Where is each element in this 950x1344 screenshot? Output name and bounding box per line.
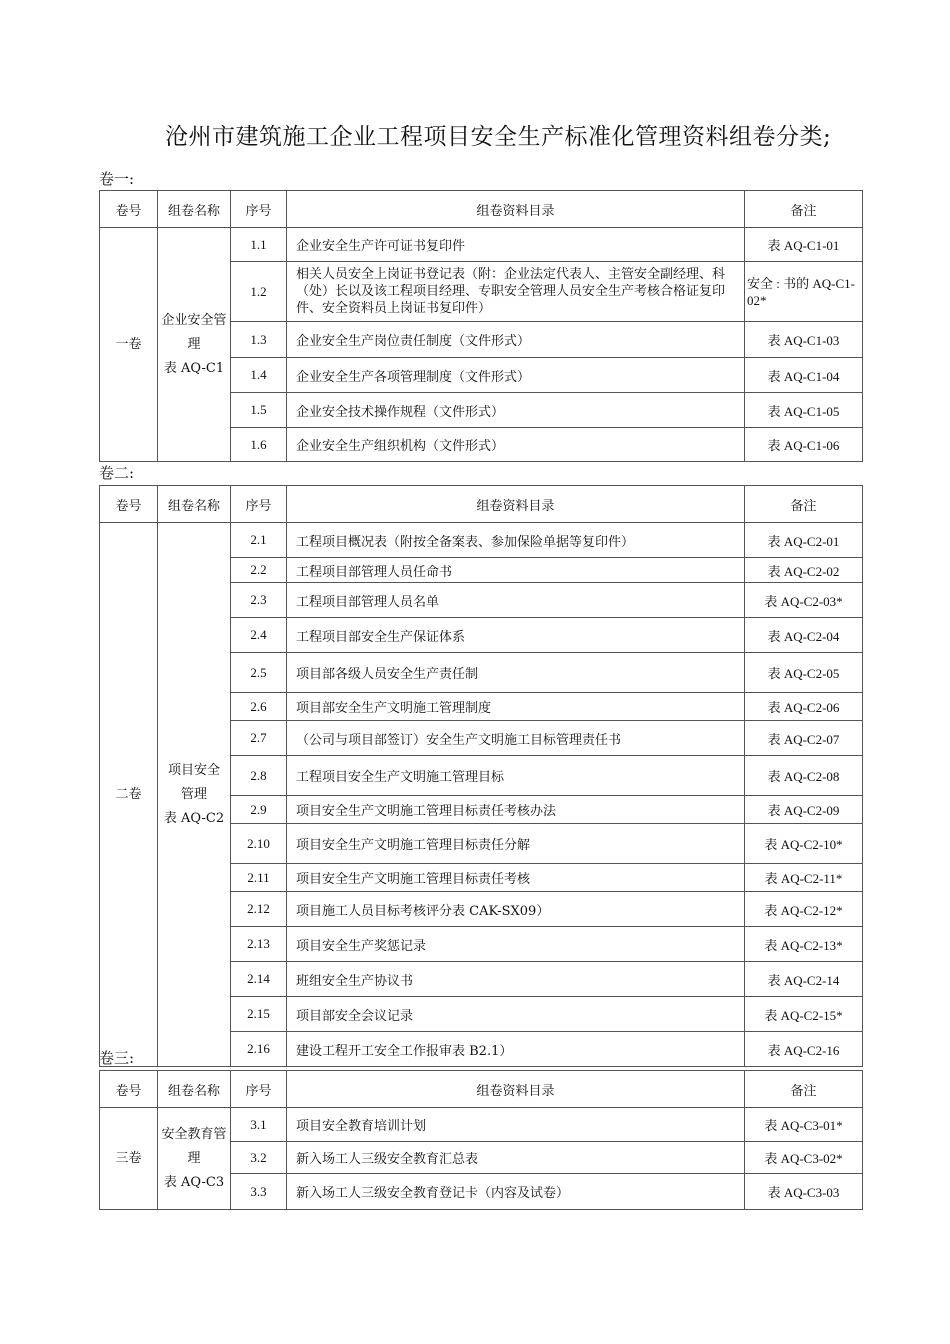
- header-seq: 序号: [231, 191, 287, 228]
- item-cell: （公司与项目部签订）安全生产文明施工目标管理责任书: [287, 721, 745, 756]
- seq-cell: 2.12: [231, 892, 287, 927]
- volume-name-line: 表 AQ-C3: [163, 1174, 225, 1190]
- note-cell: 表 AQ-C2-11*: [745, 864, 863, 892]
- note-cell: 表 AQ-C1-03: [745, 322, 863, 358]
- seq-cell: 2.7: [231, 721, 287, 756]
- header-item: 组卷资料目录: [287, 191, 745, 228]
- note-cell: 表 AQ-C2-04: [745, 618, 863, 653]
- header-vol: 卷号: [100, 486, 158, 523]
- item-cell: 项目安全生产文明施工管理目标责任考核办法: [287, 796, 745, 824]
- item-cell: 企业安全生产许可证书复印件: [287, 228, 745, 262]
- note-cell: 表 AQ-C2-16: [745, 1032, 863, 1067]
- seq-cell: 2.3: [231, 583, 287, 618]
- seq-cell: 2.16: [231, 1032, 287, 1067]
- volume-name: [158, 523, 231, 1067]
- seq-cell: 1.6: [231, 428, 287, 462]
- note-cell: 表 AQ-C2-01: [745, 523, 863, 558]
- volume-number: 三卷: [100, 1108, 158, 1210]
- header-note: 备注: [745, 1071, 863, 1108]
- volume-name-line: 理: [187, 1150, 201, 1166]
- item-cell: 建设工程开工安全工作报审表 B2.1）: [287, 1032, 745, 1067]
- header-name: 组卷名称: [158, 1071, 231, 1108]
- item-cell: 工程项目部管理人员名单: [287, 583, 745, 618]
- item-cell: 企业安全生产岗位责任制度（文件形式）: [287, 322, 745, 358]
- item-cell: 项目部各级人员安全生产责任制: [287, 653, 745, 693]
- note-cell: 表 AQ-C2-05: [745, 653, 863, 693]
- note-cell: 表 AQ-C2-03*: [745, 583, 863, 618]
- seq-cell: 2.15: [231, 997, 287, 1032]
- page-title: 沧州市建筑施工企业工程项目安全生产标准化管理资料组卷分类;: [165, 124, 832, 150]
- seq-cell: 2.10: [231, 824, 287, 864]
- note-cell: 表 AQ-C2-06: [745, 693, 863, 721]
- seq-cell: 1.1: [231, 228, 287, 262]
- header-name: 组卷名称: [158, 191, 231, 228]
- header-vol: 卷号: [100, 1071, 158, 1108]
- volume-3-table: [99, 1070, 863, 1210]
- seq-cell: 2.2: [231, 558, 287, 583]
- item-cell: 新入场工人三级安全教育登记卡（内容及试卷）: [287, 1174, 745, 1210]
- item-cell: 项目施工人员目标考核评分表 CAK-SX09）: [287, 892, 745, 927]
- item-cell: 企业安全技术操作规程（文件形式）: [287, 393, 745, 428]
- item-cell: 工程项目部管理人员任命书: [287, 558, 745, 583]
- seq-cell: 3.1: [231, 1108, 287, 1142]
- header-note: 备注: [745, 191, 863, 228]
- item-cell: 相关人员安全上岗证书登记表（附：企业法定代表人、主管安全副经理、科（处）长以及该工程项目经理、专职安全管理人员安全生产考核合格证复印件、安全资料员上岗证书复印件）: [287, 262, 745, 322]
- item-cell: 项目安全生产文明施工管理目标责任考核: [287, 864, 745, 892]
- seq-cell: 2.9: [231, 796, 287, 824]
- seq-cell: 1.4: [231, 358, 287, 393]
- item-cell: 工程项目概况表（附按全备案表、参加保险单据等复印件）: [287, 523, 745, 558]
- seq-cell: 2.14: [231, 962, 287, 997]
- header-vol: 卷号: [100, 191, 158, 228]
- seq-cell: 1.2: [231, 262, 287, 322]
- header-item: 组卷资料目录: [287, 1071, 745, 1108]
- note-cell: 表 AQ-C1-04: [745, 358, 863, 393]
- volume-name: [158, 228, 231, 462]
- seq-cell: 2.1: [231, 523, 287, 558]
- header-seq: 序号: [231, 486, 287, 523]
- note-cell: 表 AQ-C1-01: [745, 228, 863, 262]
- volume-number: 一卷: [100, 228, 158, 462]
- note-cell: 表 AQ-C2-08: [745, 756, 863, 796]
- header-name: 组卷名称: [158, 486, 231, 523]
- volume-number: 二卷: [100, 523, 158, 1067]
- seq-cell: 2.6: [231, 693, 287, 721]
- seq-cell: 2.11: [231, 864, 287, 892]
- seq-cell: 2.4: [231, 618, 287, 653]
- volume-name-line: 管理: [180, 786, 207, 802]
- seq-cell: 1.3: [231, 322, 287, 358]
- item-cell: 班组安全生产协议书: [287, 962, 745, 997]
- note-cell: 表 AQ-C1-05: [745, 393, 863, 428]
- note-cell: 表 AQ-C2-09: [745, 796, 863, 824]
- item-cell: 工程项目安全生产文明施工管理目标: [287, 756, 745, 796]
- volume-2-table: [99, 485, 863, 1067]
- note-cell: 表 AQ-C1-06: [745, 428, 863, 462]
- volume-name: [158, 1108, 231, 1210]
- seq-cell: 2.5: [231, 653, 287, 693]
- seq-cell: 2.8: [231, 756, 287, 796]
- header-note: 备注: [745, 486, 863, 523]
- note-cell: 表 AQ-C2-10*: [745, 824, 863, 864]
- table-row: [100, 523, 863, 558]
- item-cell: 项目部安全生产文明施工管理制度: [287, 693, 745, 721]
- item-cell: 项目部安全会议记录: [287, 997, 745, 1032]
- volume-1-table: [99, 190, 863, 462]
- volume-1-label: 卷一:: [99, 170, 135, 188]
- note-cell: 表 AQ-C2-12*: [745, 892, 863, 927]
- note-cell: 表 AQ-C2-13*: [745, 927, 863, 962]
- note-cell: 表 AQ-C3-01*: [745, 1108, 863, 1142]
- seq-cell: 1.5: [231, 393, 287, 428]
- item-cell: 项目安全生产奖惩记录: [287, 927, 745, 962]
- header-item: 组卷资料目录: [287, 486, 745, 523]
- note-cell: 表 AQ-C2-07: [745, 721, 863, 756]
- volume-name-line: 理: [187, 336, 201, 352]
- table-row: [100, 228, 863, 262]
- volume-2-label: 卷二:: [99, 464, 135, 482]
- volume-name-line: 项目安全: [167, 762, 220, 778]
- note-cell: 安全 : 书的 AQ-C1-02*: [745, 262, 863, 322]
- volume-3-label: 卷三:: [99, 1049, 135, 1067]
- seq-cell: 2.13: [231, 927, 287, 962]
- note-cell: 表 AQ-C2-14: [745, 962, 863, 997]
- item-cell: 企业安全生产组织机构（文件形式）: [287, 428, 745, 462]
- item-cell: 项目安全教育培训计划: [287, 1108, 745, 1142]
- item-cell: 企业安全生产各项管理制度（文件形式）: [287, 358, 745, 393]
- volume-name-line: 企业安全管: [161, 312, 227, 328]
- table-header-row: [100, 1071, 863, 1108]
- note-cell: 表 AQ-C3-02*: [745, 1142, 863, 1174]
- item-cell: 工程项目部安全生产保证体系: [287, 618, 745, 653]
- note-cell: 表 AQ-C3-03: [745, 1174, 863, 1210]
- table-row: [100, 1108, 863, 1142]
- seq-cell: 3.3: [231, 1174, 287, 1210]
- table-header-row: [100, 191, 863, 228]
- table-header-row: [100, 486, 863, 523]
- item-cell: 项目安全生产文明施工管理目标责任分解: [287, 824, 745, 864]
- volume-name-line: 表 AQ-C2: [163, 810, 225, 826]
- header-seq: 序号: [231, 1071, 287, 1108]
- volume-name-line: 安全教育管: [161, 1126, 227, 1142]
- note-cell: 表 AQ-C2-02: [745, 558, 863, 583]
- item-cell: 新入场工人三级安全教育汇总表: [287, 1142, 745, 1174]
- volume-name-line: 表 AQ-C1: [163, 360, 225, 376]
- seq-cell: 3.2: [231, 1142, 287, 1174]
- note-cell: 表 AQ-C2-15*: [745, 997, 863, 1032]
